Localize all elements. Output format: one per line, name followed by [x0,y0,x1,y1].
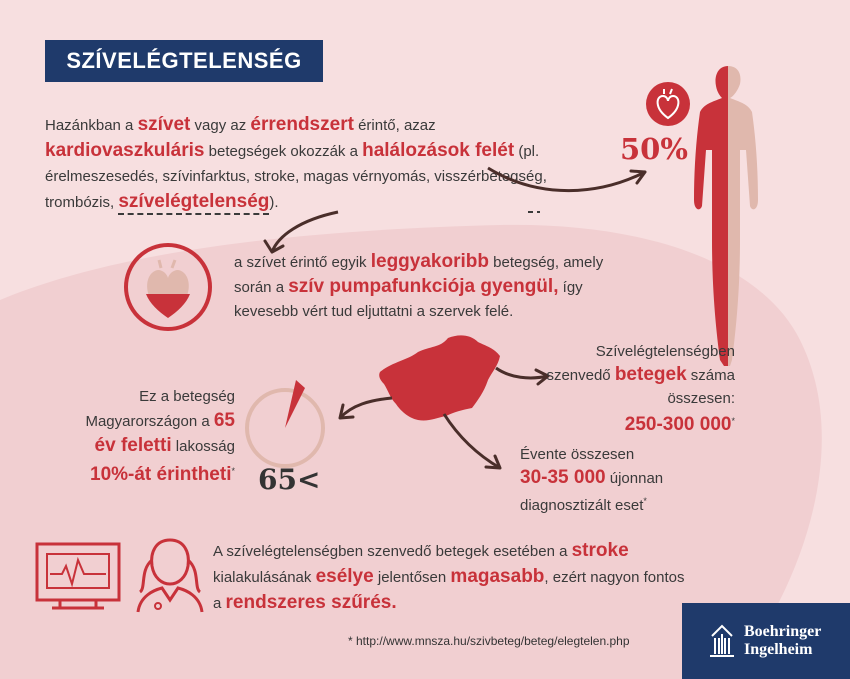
human-body-icon [694,66,758,366]
elderly-text: lakosság [171,438,235,455]
stroke-paragraph [213,538,693,616]
stroke-text: kialakulásának [213,569,316,586]
elderly-text: Ez a betegség Magyarországon a [85,388,235,430]
desc-text: betegség, amely során a [234,254,604,296]
intro-highlight: szívet [137,114,191,135]
elderly-highlight: 65 év feletti [94,410,235,456]
patients-text: száma összesen: [667,367,735,407]
percent-value: 50% [620,132,688,166]
yearly-text: Évente összesen [520,446,635,463]
patients-stat [545,340,735,437]
stroke-highlight: esélye [315,566,374,587]
elderly-stat [60,385,235,488]
stroke-text: jelentősen [373,569,451,586]
intro-text: Hazánkban a [45,117,138,134]
hungary-map-icon [379,335,500,420]
stroke-highlight: magasabb [450,566,545,587]
logo-line1: Boehringer [744,623,822,640]
heart-icon [646,82,690,126]
elderly-highlight: 10%-át érintheti [90,464,232,485]
monitor-ecg-icon [37,544,119,608]
intro-text: betegségek okozzák a [204,143,363,160]
intro-highlight: érrendszert [250,114,354,135]
yearly-text: újonnan diagnosztizált eset [520,470,664,514]
logo-building-icon [708,624,736,658]
desc-highlight: szív pumpafunkciója gyengül, [288,276,559,297]
footnote-mark: * [731,416,735,426]
arrow-to-left [340,398,392,418]
heart-half-filled-icon [126,245,210,329]
stroke-text: A szívelégtelenségben szenvedő betegek esetében a [213,543,572,560]
desc-highlight: leggyakoribb [370,251,489,272]
intro-text: (pl. érelmeszesedés, szívinfarktus, stroke, magas vérnyomás, visszérbetegség, trombózis, [45,143,547,211]
stroke-highlight: rendszeres szűrés. [225,592,397,613]
patients-highlight: betegek [614,364,687,385]
intro-highlight: kardiovaszkuláris [45,140,205,161]
yearly-count: 30-35 000 [520,467,606,488]
logo-line2: Ingelheim [744,641,813,658]
footnote-link[interactable]: * http://www.mnsza.hu/szivbeteg/beteg/elegtelen.php [348,634,630,648]
stroke-text: , ezért nagyon fontos a [213,569,685,612]
page-title: SZÍVELÉGTELENSÉG [45,40,323,82]
doctor-icon [138,540,202,612]
age-label: 65< [258,463,321,496]
clock-icon [247,380,323,466]
patients-text: Szívelégtelenségben szenvedő [546,343,735,384]
desc-text: a szívet érintő egyik [234,254,371,271]
footnote-mark: * [231,466,235,476]
arrow-to-yearly [444,414,500,468]
intro-highlight: szívelégtelenség [118,191,269,215]
patients-count: 250-300 000 [624,414,732,435]
intro-text: vagy az [190,117,251,134]
desc-text: így kevesebb vért tud eljuttatni a szervek felé. [234,279,583,320]
footnote-mark: * [643,496,647,506]
arrow-to-percent [488,168,645,191]
yearly-stat [520,443,730,517]
intro-text: érintő, azaz [353,117,436,134]
disease-description [234,250,634,324]
stroke-highlight: stroke [571,540,629,561]
intro-highlight: halálozások felét [362,140,515,161]
intro-text: ). [269,194,279,211]
boehringer-logo [682,603,850,679]
